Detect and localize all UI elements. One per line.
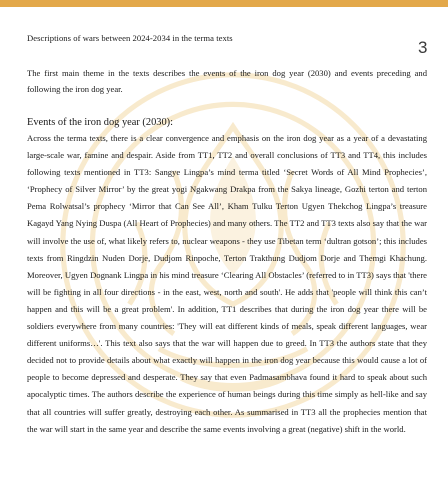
page-number: 3	[418, 38, 428, 57]
top-accent-bar	[0, 0, 448, 7]
section-body-paragraph: Across the terma texts, there is a clear convergence and emphasis on the iron dog year as a year of a devastating large-scale war, famine and despair. Aside from TT1, TT2 and overall conclusions of TT3 and TT4, this includes following texts mentioned in TT3: Sangye Lingpa’s mind terma titled ‘Secret Words of All Mind Prophecies’, ‘Prophecy of Silver Mirror’ by the great yogi Ngakwang Drakpa from the Sakya lineage, Gozhi terton and terton Pema Rolwatsal’s prophecy ‘Mirror that Can See All’, Kham Tulku Terton Ugyen Thekchog Lingpa’s treasure Kagayd Yang Nying Duspa (All Heart of Prophecies) and many others. The TT2 and TT3 texts also say that the war will involve the use of, what likely refers to, nuclear weapons - they use Tibetan term ‘dultran gotson’; this includes texts from Ringdzin Nuden Dorje, Dudjom Rinpoche, Terton Trakthung Dudjom Dorje and Themgi Khachung. Moreover, Ugyen Dognank Lingpa in his mind treasure ‘Clearing All Obstacles’ (referred to in TT3) says that 'there will be fighting in all four directions - in the east, west, north and south'. He adds that 'people will think this can’t happen and this will be a great problem'. In addition, TT1 describes that during the iron dog year there will be soldiers everywhere from many countries: 'They will eat different kinds of meals, speak different languages, wear different uniforms…'. This text also says that the war will happen due to greed. In TT3 the authors state that they decided not to provide details about what exactly will happen in the iron dog year because this would cause a lot of people to become depressed and desperate. They say that even Padmasambhava found it hard to speak about such apocalyptic times. The authors describe the experience of human beings during this time simply as hell-like and say that all countries will suffer greatly, destroying each other. As summarised in TT3 all the prophecies mention that the war will start in the same year and describe the same events involving a great (negative) shift in the world.	[27, 133, 427, 434]
document-header-title: Descriptions of wars between 2024-2034 in the terma texts	[27, 33, 233, 43]
intro-paragraph: The first main theme in the texts describes the events of the iron dog year (2030) and events preceding and following the iron dog year.	[27, 68, 427, 94]
section-heading: Events of the iron dog year (2030):	[27, 117, 174, 128]
